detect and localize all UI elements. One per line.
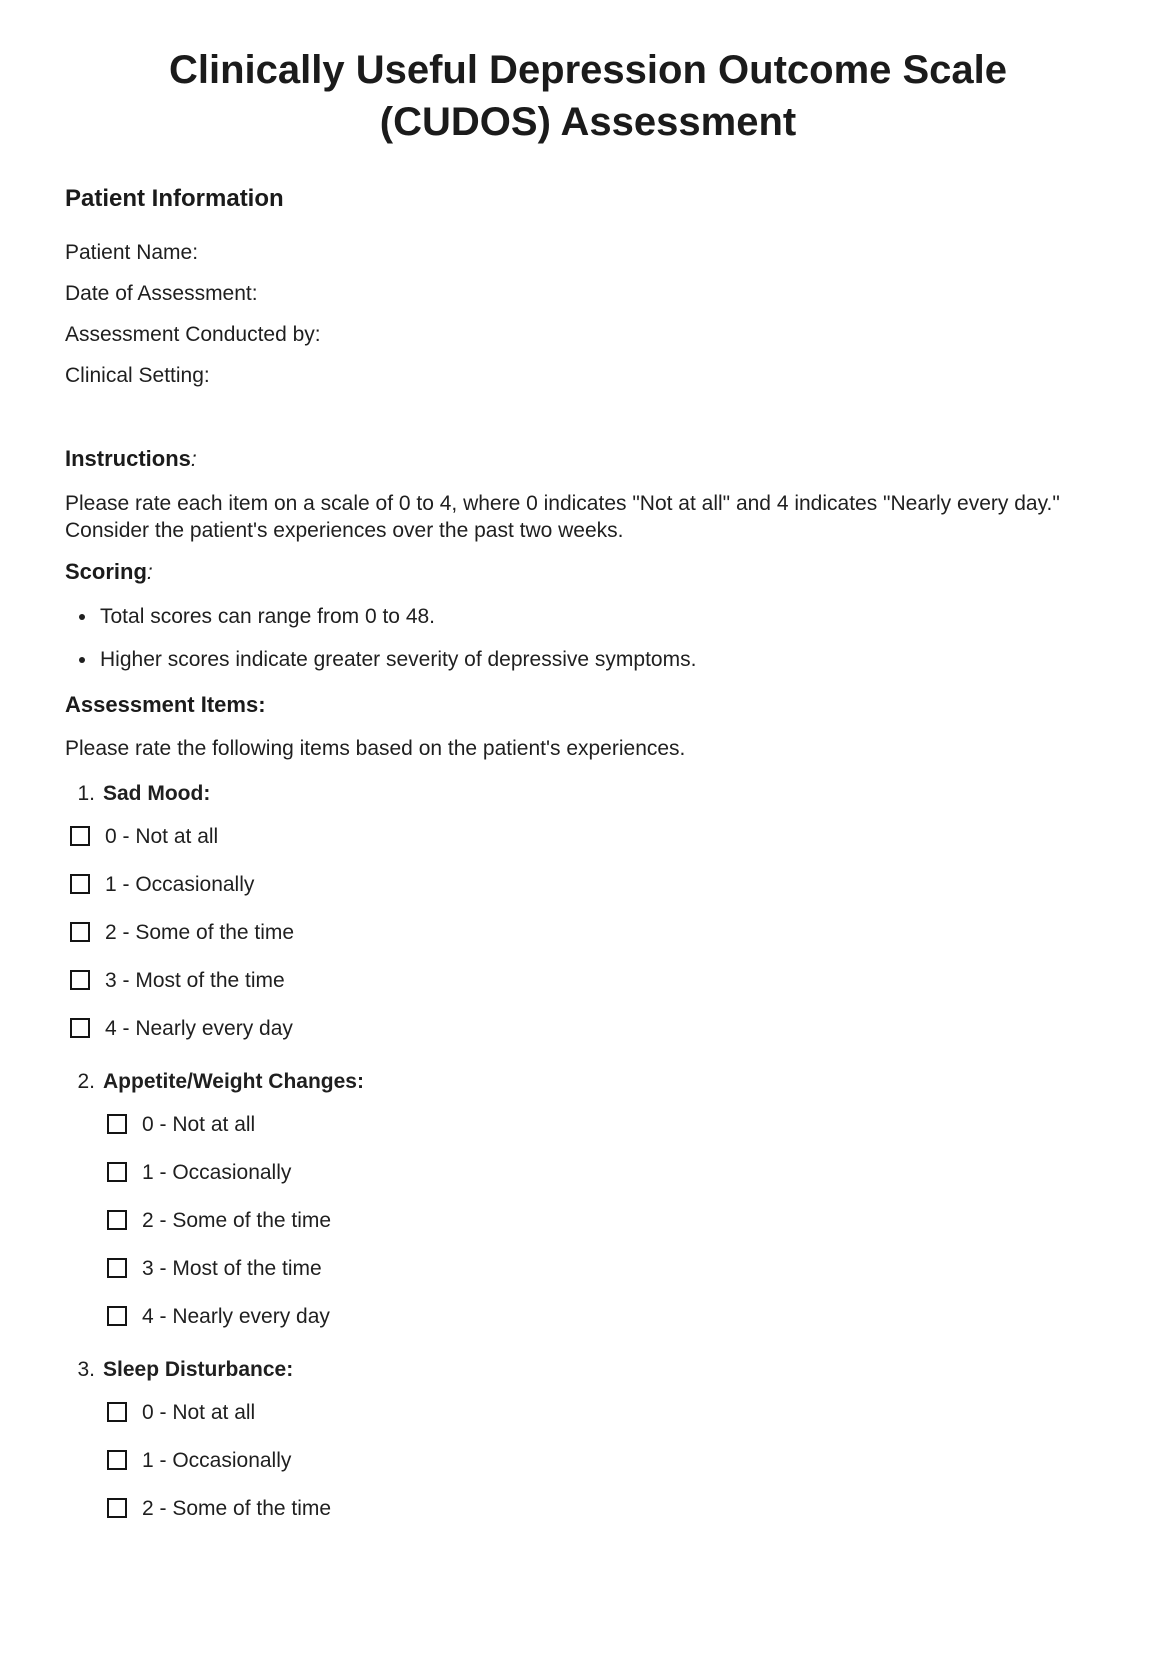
item-1-options: [65, 823, 1111, 1042]
assessment-item-1-title: [65, 780, 1111, 807]
patient-name-field-label: Patient Name:: [65, 241, 199, 264]
option-checkbox[interactable]: [107, 1498, 127, 1518]
assessment-conducted-by-field-label: Assessment Conducted by:: [65, 323, 321, 346]
instructions-heading: [65, 445, 1111, 474]
item-number: 2.: [77, 1070, 95, 1093]
option-row: [65, 1111, 1111, 1138]
option-label: 4 - Nearly every day: [105, 1017, 293, 1040]
assessment-items-heading: Assessment Items:: [65, 692, 266, 717]
option-row: [65, 1399, 1111, 1426]
patient-information-heading: Patient Information: [65, 185, 284, 212]
item-label: Sad Mood:: [103, 782, 211, 805]
option-label: 1 - Occasionally: [105, 873, 255, 896]
item-label: Sleep Disturbance:: [103, 1358, 294, 1381]
assessment-item-3-title: [65, 1356, 1111, 1383]
option-row: [65, 967, 1111, 994]
option-checkbox[interactable]: [70, 874, 90, 894]
scoring-bullet-list: [65, 603, 1111, 673]
option-row: [65, 1447, 1111, 1474]
option-row: [65, 1159, 1111, 1186]
page-title: Clinically Useful Depression Outcome Scale (CUDOS) Assessment: [168, 48, 1008, 144]
assessment-intro: Please rate the following items based on the patient's experiences.: [65, 737, 686, 760]
instructions-body: Please rate each item on a scale of 0 to 4, where 0 indicates "Not at all" and 4 indicates "Nearly every day." Consider the patient's experiences over the past two weeks.: [65, 492, 1060, 542]
option-row: [65, 871, 1111, 898]
option-checkbox[interactable]: [107, 1258, 127, 1278]
scoring-bullet: • Higher scores indicate greater severity of depressive symptoms.: [98, 646, 1111, 673]
option-checkbox[interactable]: [70, 922, 90, 942]
option-row: [65, 1303, 1111, 1330]
option-label: 0 - Not at all: [105, 825, 219, 848]
item-3-options: [65, 1399, 1111, 1522]
option-checkbox[interactable]: [70, 826, 90, 846]
item-2-options: [65, 1111, 1111, 1330]
option-label: 1 - Occasionally: [142, 1449, 292, 1472]
option-row: [65, 1015, 1111, 1042]
option-row: [65, 1495, 1111, 1522]
patient-info-fields: [65, 239, 1111, 389]
option-label: 1 - Occasionally: [142, 1161, 292, 1184]
option-label: 2 - Some of the time: [105, 921, 295, 944]
scoring-bullet: • Total scores can range from 0 to 48.: [98, 603, 1111, 630]
option-label: 0 - Not at all: [142, 1113, 256, 1136]
scoring-heading-text: Scoring: [65, 559, 147, 584]
item-number: 1.: [77, 782, 95, 805]
option-checkbox[interactable]: [70, 970, 90, 990]
option-label: 0 - Not at all: [142, 1401, 256, 1424]
instructions-heading-text: Instructions: [65, 446, 191, 471]
option-row: [65, 1207, 1111, 1234]
clinical-setting-field-label: Clinical Setting:: [65, 364, 210, 387]
item-label: Appetite/Weight Changes:: [103, 1070, 364, 1093]
option-label: 3 - Most of the time: [142, 1257, 322, 1280]
option-row: [65, 919, 1111, 946]
option-label: 2 - Some of the time: [142, 1209, 332, 1232]
scoring-heading: [65, 558, 1111, 587]
item-number: 3.: [77, 1358, 95, 1381]
scoring-heading-colon: :: [146, 561, 153, 584]
option-row: [65, 1255, 1111, 1282]
option-label: 2 - Some of the time: [142, 1497, 332, 1520]
option-checkbox[interactable]: [107, 1306, 127, 1326]
instructions-heading-colon: :: [190, 448, 197, 471]
option-label: 4 - Nearly every day: [142, 1305, 330, 1328]
date-of-assessment-field-label: Date of Assessment:: [65, 282, 258, 305]
option-checkbox[interactable]: [107, 1402, 127, 1422]
assessment-item-2-title: [65, 1068, 1111, 1095]
option-row: [65, 823, 1111, 850]
option-checkbox[interactable]: [107, 1450, 127, 1470]
option-checkbox[interactable]: [107, 1114, 127, 1134]
option-checkbox[interactable]: [107, 1162, 127, 1182]
option-checkbox[interactable]: [107, 1210, 127, 1230]
option-checkbox[interactable]: [70, 1018, 90, 1038]
option-label: 3 - Most of the time: [105, 969, 285, 992]
